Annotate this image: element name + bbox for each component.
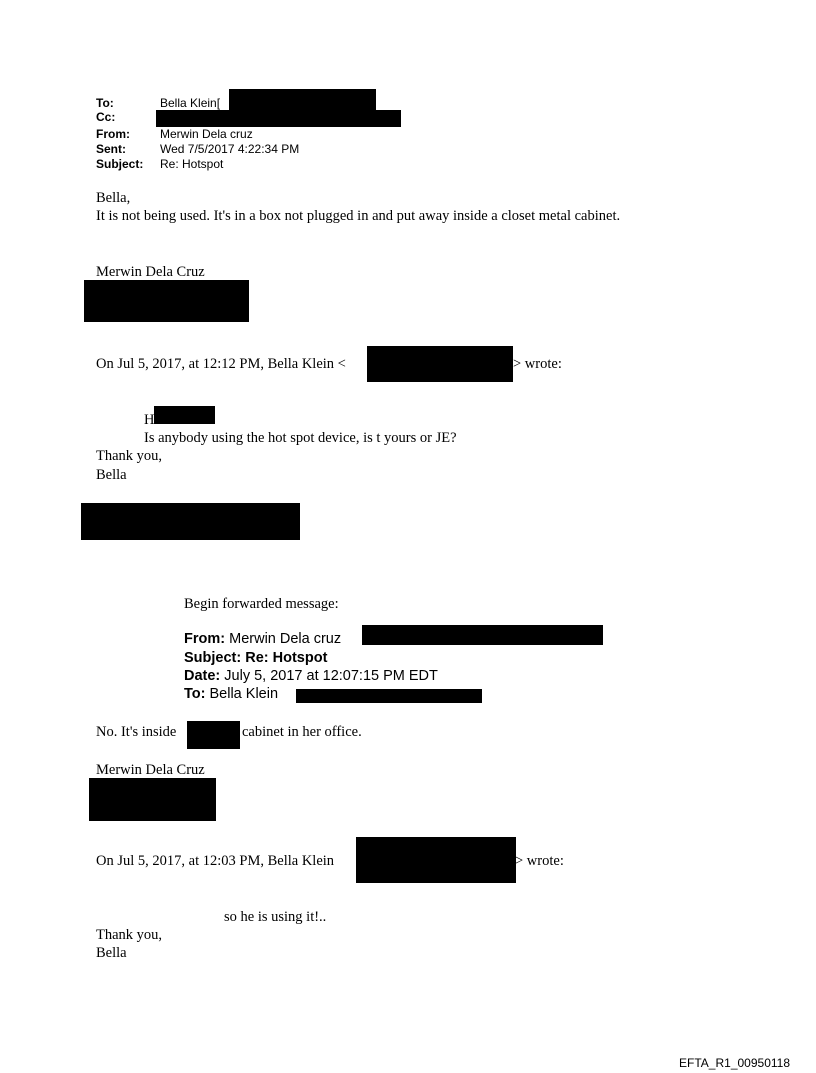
document-id: EFTA_R1_00950118 (679, 1056, 790, 1070)
sent-label: Sent: (96, 142, 126, 156)
from-label: From: (96, 127, 130, 141)
forward-date (184, 668, 438, 684)
forward-from-value: Merwin Dela cruz (229, 631, 342, 647)
redaction-box (356, 837, 516, 883)
quote-intro: On Jul 5, 2017, at 12:12 PM, Bella Klein < (96, 356, 346, 372)
forward-from (184, 631, 341, 647)
quote-greeting: H (144, 412, 155, 428)
redaction-box (362, 625, 603, 645)
greeting: Bella, (96, 190, 131, 206)
forward-to-label: To: (184, 686, 206, 702)
redaction-box (154, 406, 215, 424)
subject-label: Subject: (96, 157, 144, 171)
forward-to-value: Bella Klein (209, 686, 279, 702)
quote-line: Is anybody using the hot spot device, is t yours or JE? (144, 430, 457, 446)
quote-intro: On Jul 5, 2017, at 12:03 PM, Bella Klein (96, 853, 335, 869)
redaction-box (367, 346, 513, 382)
redaction-box (187, 721, 240, 749)
redaction-box (296, 689, 482, 703)
sent-value: Wed 7/5/2017 4:22:34 PM (160, 142, 300, 156)
forward-date-value: July 5, 2017 at 12:07:15 PM EDT (224, 668, 438, 684)
message-text-start: No. It's inside (96, 724, 177, 740)
forward-from-label: From: (184, 631, 226, 647)
forward-subject (184, 650, 327, 666)
to-label: To: (96, 96, 114, 110)
from-value: Merwin Dela cruz (160, 127, 253, 141)
forward-begin: Begin forwarded message: (184, 596, 339, 612)
quote-intro-suffix: > wrote: (515, 853, 564, 869)
cc-label: Cc: (96, 110, 116, 124)
quote-name: Bella (96, 467, 127, 483)
message-text: It is not being used. It's in a box not plugged in and put away inside a closet metal cabinet. (96, 208, 621, 224)
quote-intro-suffix: > wrote: (513, 356, 562, 372)
quote-closing: Thank you, (96, 927, 163, 943)
quote-closing: Thank you, (96, 448, 163, 464)
message-text-end: cabinet in her office. (242, 724, 362, 740)
to-value: Bella Klein[ (160, 96, 221, 110)
redaction-box (156, 110, 401, 127)
signature: Merwin Dela Cruz (96, 762, 205, 778)
quote-line: so he is using it!.. (224, 909, 327, 925)
subject-value: Re: Hotspot (160, 157, 224, 171)
redaction-box (84, 280, 249, 322)
redaction-box (81, 503, 300, 540)
quote-name: Bella (96, 945, 127, 961)
forward-to (184, 686, 278, 702)
redaction-box (229, 89, 376, 111)
signature: Merwin Dela Cruz (96, 264, 205, 280)
forward-subject-value: Re: Hotspot (245, 650, 328, 666)
forward-subject-label: Subject: (184, 650, 242, 666)
forward-date-label: Date: (184, 668, 221, 684)
redaction-box (89, 778, 216, 821)
